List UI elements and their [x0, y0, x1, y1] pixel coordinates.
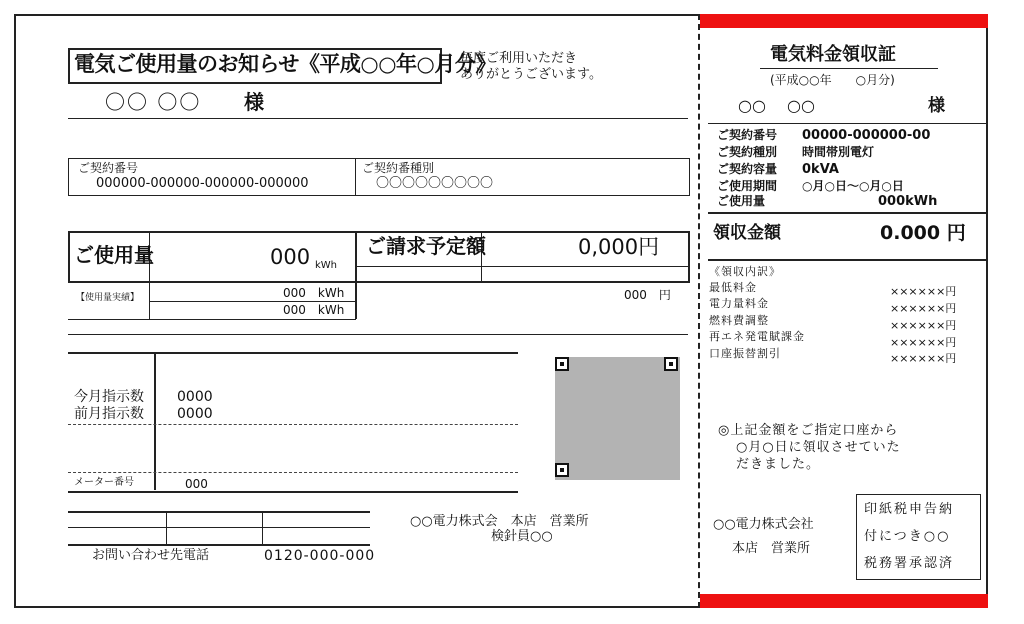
section-separator	[68, 334, 688, 335]
detail-contract-number-value: 00000-000000-00	[802, 128, 931, 143]
usage-label: ご使用量	[74, 243, 154, 267]
contract-type-value: 〇〇〇〇〇〇〇〇〇	[376, 176, 494, 191]
usage-unit: kWh	[315, 260, 338, 271]
amount-small: 000 円	[624, 288, 671, 302]
billing-inner-line	[356, 266, 688, 267]
contact-table-divider-2	[262, 511, 263, 544]
breakdown-value-fuel: ××××××円	[890, 319, 957, 332]
perforation-line	[698, 14, 700, 608]
breakdown-value-renewable: ××××××円	[890, 336, 957, 349]
usage-record-divider	[149, 283, 150, 319]
contact-table-top	[68, 511, 370, 513]
customer-name: 〇〇 〇〇	[105, 90, 202, 114]
greeting-line-1: 毎度ご利用いただき	[460, 51, 578, 66]
current-reading-value: 0000	[177, 389, 213, 405]
current-reading-label: 今月指示数	[74, 389, 144, 405]
receipt-detail-line	[708, 212, 986, 214]
contract-number-label: ご契約番号	[78, 161, 139, 175]
meter-bottom-line	[68, 491, 518, 493]
contact-table-divider-1	[166, 511, 167, 544]
usage-record-row-2: 000 kWh	[283, 303, 345, 317]
qr-finder-top-right	[664, 357, 678, 371]
receipt-top-bar	[700, 14, 988, 28]
receipt-note-line-3: だきました。	[736, 457, 821, 472]
detail-capacity-label: ご契約容量	[717, 162, 778, 176]
amount-underline	[708, 259, 986, 261]
breakdown-title: 《領収内訳》	[709, 265, 781, 278]
contact-table-bottom	[68, 544, 370, 546]
detail-contract-type-value: 時間帯別電灯	[802, 145, 875, 159]
detail-period-label: ご使用期間	[717, 179, 778, 193]
detail-period-value: ○月○日〜○月○日	[802, 179, 904, 193]
amount-value: 0.000 円	[880, 222, 966, 244]
breakdown-value-energy: ××××××円	[890, 302, 957, 315]
qr-code	[555, 357, 680, 480]
receipt-note-line-2: ○月○日に領収させていた	[736, 440, 901, 455]
usage-record-label: 【使用量実績】	[76, 293, 140, 303]
detail-contract-number-label: ご契約番号	[717, 128, 778, 142]
contract-type-label: ご契約番種別	[362, 161, 435, 175]
notice-company: ○○電力株式会 本店 営業所	[410, 514, 589, 529]
inspector: 検針員○○	[491, 529, 553, 544]
receipt-customer-name: ○○ ○○	[738, 96, 815, 115]
meter-divider	[154, 352, 156, 490]
previous-reading-value: 0000	[177, 406, 213, 422]
receipt-period: (平成○○年 ○月分)	[770, 73, 895, 87]
greeting-line-2: ありがとうございます。	[460, 67, 602, 82]
receipt-title: 電気料金領収証	[770, 44, 896, 65]
usage-record-bottom-line	[68, 319, 356, 320]
contact-table-mid	[68, 527, 370, 528]
stamp-line-1: 印紙税申告納	[864, 502, 955, 517]
customer-honorific: 様	[244, 90, 264, 114]
receipt-name-line	[708, 123, 986, 124]
breakdown-label-energy: 電力量料金	[709, 297, 769, 310]
meter-top-line	[68, 352, 518, 354]
meter-dash-line-2	[68, 472, 518, 473]
usage-record-row-1: 000 kWh	[283, 286, 345, 300]
detail-contract-type-label: ご契約種別	[717, 145, 778, 159]
previous-reading-label: 前月指示数	[74, 406, 144, 422]
phone-label: お問い合わせ先電話	[92, 548, 210, 563]
contract-number-value: 000000-000000-000000-000000	[96, 176, 309, 191]
receipt-title-underline	[760, 68, 938, 69]
receipt-honorific: 様	[928, 96, 945, 116]
name-underline	[68, 118, 688, 119]
breakdown-value-discount: ××××××円	[890, 352, 957, 365]
usage-record-mid-line	[150, 301, 355, 302]
breakdown-label-discount: 口座振替割引	[709, 347, 781, 360]
stamp-line-2: 付につき○○	[864, 529, 951, 544]
contract-divider	[355, 158, 356, 196]
amount-label: 領収金額	[713, 223, 781, 243]
meter-number-value: 000	[185, 477, 208, 491]
detail-usage-value: 000kWh	[878, 194, 938, 209]
phone-number: 0120-000-000	[264, 548, 376, 564]
receipt-company-line-2: 本店 営業所	[732, 541, 811, 556]
receipt-company-line-1: ○○電力株式会社	[713, 517, 814, 532]
notice-title: 電気ご使用量のお知らせ《平成○○年○月分》	[74, 52, 496, 76]
usage-billing-divider	[355, 231, 357, 319]
detail-usage-label: ご使用量	[717, 194, 766, 208]
meter-dash-line-1	[68, 424, 518, 425]
breakdown-label-min: 最低料金	[709, 281, 757, 294]
detail-capacity-value: 0kVA	[802, 162, 839, 177]
billing-value: 0,000円	[578, 235, 660, 259]
breakdown-value-min: ××××××円	[890, 285, 957, 298]
qr-finder-bottom-left	[555, 463, 569, 477]
meter-number-label: メーター番号	[74, 477, 134, 488]
receipt-bottom-bar	[700, 594, 988, 608]
usage-value: 000	[270, 245, 311, 269]
stamp-line-3: 税務署承認済	[864, 556, 955, 571]
billing-label: ご請求予定額	[366, 234, 486, 258]
breakdown-label-renewable: 再エネ発電賦課金	[709, 330, 805, 343]
breakdown-label-fuel: 燃料費調整	[709, 314, 769, 327]
qr-finder-top-left	[555, 357, 569, 371]
receipt-note-line-1: ◎上記金額をご指定口座から	[718, 423, 899, 438]
